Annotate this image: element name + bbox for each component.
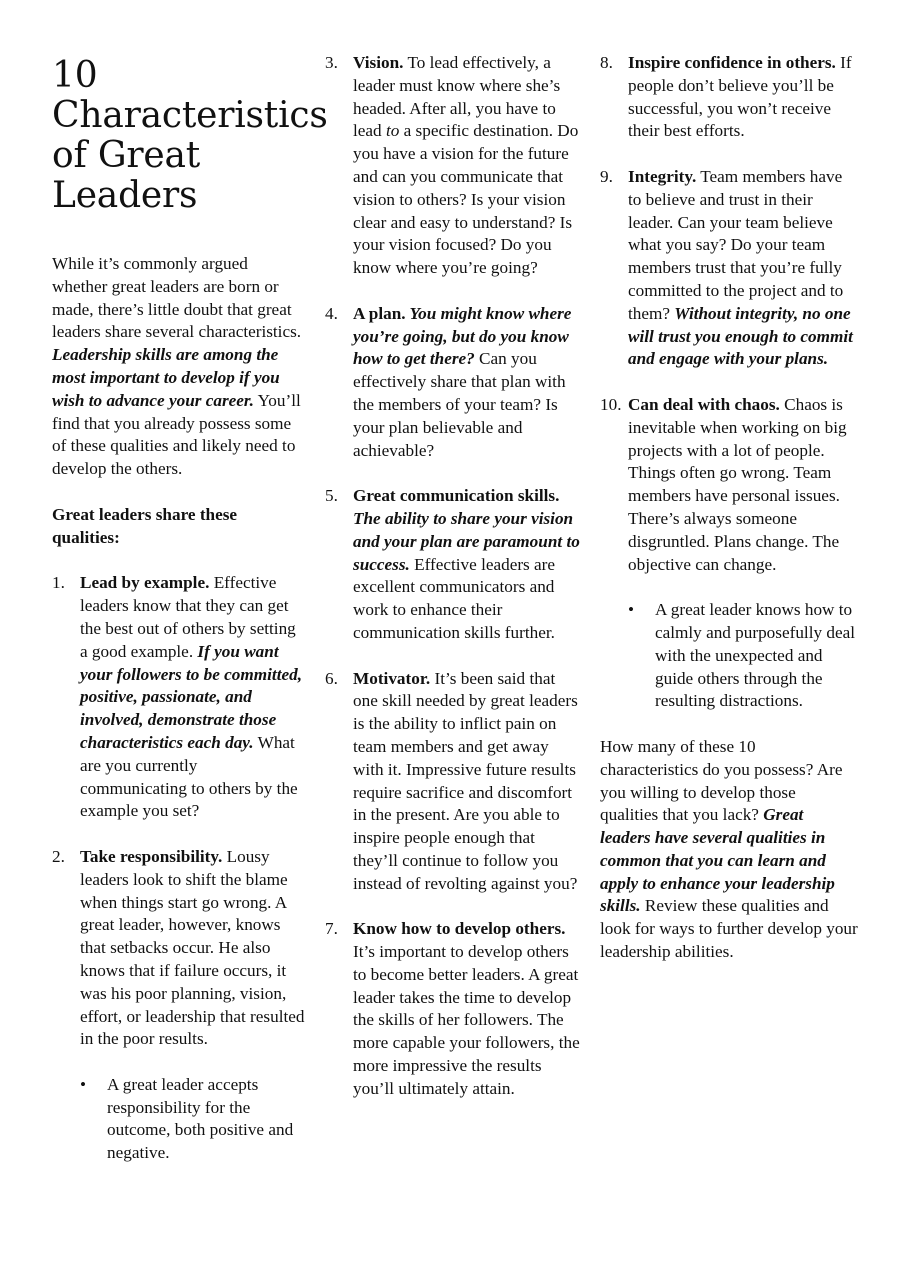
item-number: 10. [600,394,622,414]
item-number: 2. [52,846,65,866]
list-item: 5. Great communication skills. The ability to share your vision and your plan are paramount to success. Effective leaders are excellent communicators and work to enhance their communication skills further. [325,486,580,642]
title-line: 10 [52,55,98,96]
item-number: 7. [325,919,338,939]
bullet-icon: • [628,600,635,620]
list-item: 1. Lead by example. Effective leaders know that they can get the best out of others by setting a good example. If you want your followers to be committed, positive, passionate, and involved, demonstrate those characteristics each day. What are you currently communicating to others by the example you set? [52,573,302,821]
item-number: 3. [325,53,338,72]
characteristics-list-part-1 [52,572,306,1165]
column-2 [325,52,583,1123]
list-item: 6. Motivator. It’s been said that one skill needed by great leaders is the ability to inflict pain on team members and get away with it. Impressive future results require sacrifice and discomfort in the present. Are you able to inspire people enough that they’ll continue to follow you instead of revolting against you? [325,668,578,893]
item-title: Great communication skills. [353,486,560,506]
page-title [52,55,328,216]
bullet-item: • A great leader accepts responsibility for the outcome, both positive and negative. [80,1074,294,1163]
list-item: 10. Can deal with chaos. Chaos is inevitable when working on big projects with a lot of people. Things often go wrong. Team members have personal issues. There’s always someone disgruntled. Plans change. The objective can change. • A great leader knows how to calmly and purposefully deal with the unexpected and guide others through the resulting distractions. [600,394,858,713]
list-item: 8. Inspire confidence in others. If people don’t believe you’ll be successful, you won’t receive their best efforts. [600,53,852,141]
item-number: 5. [325,486,338,506]
bullet-item: • A great leader knows how to calmly and purposefully deal with the unexpected and guide others through the resulting distractions. [628,600,855,711]
item-title: Lead by example. [80,573,210,593]
item-title: Integrity. [628,166,697,186]
title-line: Leaders [52,175,198,216]
bullet-icon: • [80,1074,87,1094]
item-number: 1. [52,573,65,593]
characteristics-list-part-2 [325,52,583,1101]
list-item: 3. Vision. To lead effectively, a leader must know where she’s headed. After all, you have to lead to a specific destination. Do you have a vision for the future and can you communicate that vision to others? Is your vision clear and easy to understand? Is your vision focused? Do you know where you’re going? [325,53,579,278]
item-title: Inspire confidence in others. [628,53,836,72]
item-title: Take responsibility. [80,846,223,866]
item-title: Can deal with chaos. [628,394,780,414]
qualities-heading: Great leaders share these qualities: [52,504,238,547]
column-1 [52,52,328,1188]
item-number: 9. [600,166,613,186]
item-number: 6. [325,668,338,688]
item-title: Motivator. [353,668,431,688]
list-item: 9. Integrity. Team members have to believe and trust in their leader. Can your team believe what you say? Do your team members trust that you’re fully committed to the project and to them? Without integrity, no one will trust you enough to commit and engage with your plans. [600,166,853,369]
column-3 [600,52,858,964]
sub-bullets [80,1074,306,1165]
sub-bullets [628,599,858,713]
item-title: Know how to develop others. [353,919,566,939]
characteristics-list-part-3 [600,52,858,713]
list-item: 4. A plan. You might know where you’re going, but do you know how to get there? Can you effectively share that plan with the members of your team? Is your plan believable and achievable? [325,303,572,460]
item-number: 8. [600,53,613,72]
title-line: of Great [52,135,201,176]
closing-paragraph: How many of these 10 characteristics do you possess? Are you willing to develop those qualities that you lack? Great leaders have several qualities in common that you can learn and apply to enhance your leadership skills. Review these qualities and look for ways to further develop your leadership abilities. [600,736,858,962]
item-title: A plan. [353,303,406,323]
item-title: Vision. [353,53,404,72]
title-line: Characteristics [52,95,328,136]
list-item: 7. Know how to develop others. It’s important to develop others to become better leaders. A great leader takes the time to develop the skills of her followers. The more capable your followers, the more impressive the results you’ll ultimately attain. [325,919,580,1098]
intro-paragraph: While it’s commonly argued whether great leaders are born or made, there’s little doubt that great leaders share several characteristics. Leadership skills are among the most important to develop if you wish to advance your career. You’ll find that you already possess some of these qualities and likely need to develop the others. [52,254,302,479]
item-number: 4. [325,303,338,323]
list-item: 2. Take responsibility. Lousy leaders look to shift the blame when things start go wrong. A great leader, however, knows that setbacks occur. He also knows that if failure occurs, it was his poor planning, vision, effort, or leadership that resulted in the poor results. • A great leader accepts responsibility for the outcome, both positive and negative. [52,846,306,1165]
